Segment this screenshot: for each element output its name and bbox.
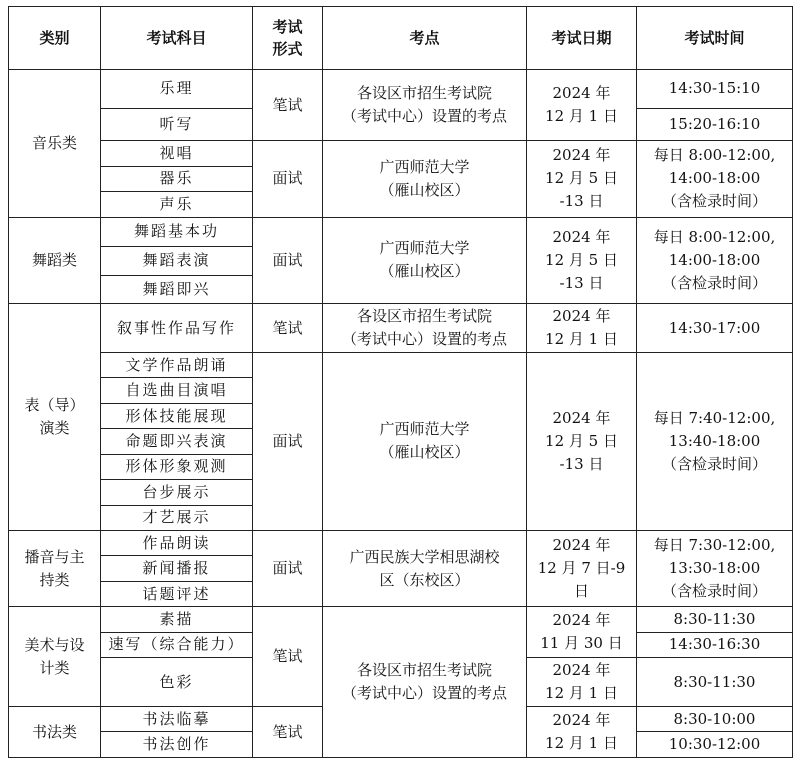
date-cell: 2024 年 12 月 1 日	[527, 70, 637, 141]
date-cell: 2024 年 12 月 5 日 -13 日	[527, 217, 637, 303]
date-cell: 2024 年 12 月 1 日	[527, 707, 637, 758]
format-cell: 面试	[253, 141, 323, 217]
format-cell: 面试	[253, 530, 323, 606]
format-cell: 面试	[253, 352, 323, 530]
category-art: 美术与设 计类	[9, 607, 101, 707]
table-row	[9, 304, 793, 353]
site-cell: 广西师范大学 （雁山校区）	[323, 352, 527, 530]
subject-cell: 舞蹈基本功	[101, 217, 253, 247]
site-cell: 各设区市招生考试院 （考试中心）设置的考点	[323, 70, 527, 141]
site-cell: 各设区市招生考试院 （考试中心）设置的考点	[323, 304, 527, 353]
date-cell: 2024 年 12 月 5 日 -13 日	[527, 141, 637, 217]
subject-cell: 器乐	[101, 166, 253, 191]
table-row	[9, 141, 793, 166]
category-music: 音乐类	[9, 70, 101, 218]
subject-cell: 舞蹈表演	[101, 247, 253, 275]
table-row	[9, 607, 793, 632]
subject-cell: 声乐	[101, 192, 253, 217]
time-cell: 15:20-16:10	[637, 108, 793, 141]
header-site: 考点	[323, 7, 527, 70]
time-cell: 每日 7:30-12:00, 13:30-18:00 （含检录时间）	[637, 530, 793, 606]
format-cell: 笔试	[253, 70, 323, 141]
subject-cell: 形体形象观测	[101, 454, 253, 479]
time-cell: 每日 8:00-12:00, 14:00-18:00 （含检录时间）	[637, 141, 793, 217]
time-cell: 每日 7:40-12:00, 13:40-18:00 （含检录时间）	[637, 352, 793, 530]
format-cell: 笔试	[253, 607, 323, 707]
time-cell: 8:30-10:00	[637, 707, 793, 732]
header-category: 类别	[9, 7, 101, 70]
subject-cell: 新闻播报	[101, 556, 253, 581]
subject-cell: 视唱	[101, 141, 253, 166]
table-row	[9, 217, 793, 247]
header-date: 考试日期	[527, 7, 637, 70]
subject-cell: 舞蹈即兴	[101, 275, 253, 303]
category-broadcast: 播音与主 持类	[9, 530, 101, 606]
time-cell: 8:30-11:30	[637, 658, 793, 707]
date-cell: 2024 年 12 月 5 日 -13 日	[527, 352, 637, 530]
subject-cell: 素描	[101, 607, 253, 632]
table-row	[9, 70, 793, 109]
site-cell: 各设区市招生考试院 （考试中心）设置的考点	[323, 607, 527, 758]
table-row	[9, 530, 793, 555]
date-cell: 2024 年 12 月 1 日	[527, 658, 637, 707]
subject-cell: 自选曲目演唱	[101, 378, 253, 403]
header-format: 考试 形式	[253, 7, 323, 70]
format-cell: 面试	[253, 217, 323, 303]
time-cell: 每日 8:00-12:00, 14:00-18:00 （含检录时间）	[637, 217, 793, 303]
time-cell: 14:30-16:30	[637, 632, 793, 657]
site-cell: 广西民族大学相思湖校 区（东校区）	[323, 530, 527, 606]
time-cell: 8:30-11:30	[637, 607, 793, 632]
subject-cell: 叙事性作品写作	[101, 304, 253, 353]
table-row	[9, 352, 793, 377]
time-cell: 10:30-12:00	[637, 732, 793, 758]
subject-cell: 色彩	[101, 658, 253, 707]
category-performance: 表（导） 演类	[9, 304, 101, 531]
subject-cell: 话题评述	[101, 581, 253, 606]
header-time: 考试时间	[637, 7, 793, 70]
header-subject: 考试科目	[101, 7, 253, 70]
time-cell: 14:30-15:10	[637, 70, 793, 109]
exam-schedule-table	[8, 6, 793, 758]
subject-cell: 听写	[101, 108, 253, 141]
subject-cell: 乐理	[101, 70, 253, 109]
subject-cell: 台步展示	[101, 480, 253, 505]
subject-cell: 速写（综合能力）	[101, 632, 253, 657]
category-dance: 舞蹈类	[9, 217, 101, 303]
date-cell: 2024 年 11 月 30 日	[527, 607, 637, 658]
subject-cell: 作品朗读	[101, 530, 253, 555]
format-cell: 笔试	[253, 707, 323, 758]
subject-cell: 书法临摹	[101, 707, 253, 732]
header-row	[9, 7, 793, 70]
subject-cell: 命题即兴表演	[101, 429, 253, 454]
date-cell: 2024 年 12 月 7 日-9 日	[527, 530, 637, 606]
subject-cell: 形体技能展现	[101, 403, 253, 428]
subject-cell: 书法创作	[101, 732, 253, 758]
category-calligraphy: 书法类	[9, 707, 101, 758]
time-cell: 14:30-17:00	[637, 304, 793, 353]
subject-cell: 文学作品朗诵	[101, 352, 253, 377]
format-cell: 笔试	[253, 304, 323, 353]
subject-cell: 才艺展示	[101, 505, 253, 530]
site-cell: 广西师范大学 （雁山校区）	[323, 217, 527, 303]
date-cell: 2024 年 12 月 1 日	[527, 304, 637, 353]
site-cell: 广西师范大学 （雁山校区）	[323, 141, 527, 217]
